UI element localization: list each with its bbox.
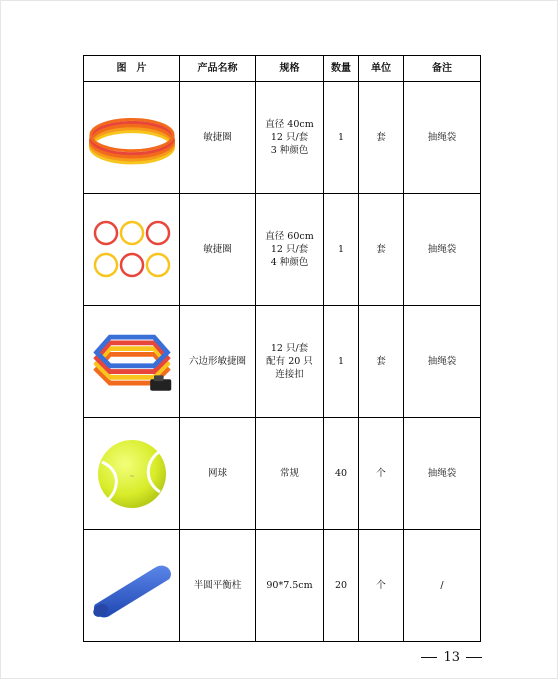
- quantity: 40: [324, 418, 359, 530]
- product-name: 网球: [180, 418, 256, 530]
- image-cell: [84, 82, 180, 194]
- spec-line: 4 种颜色: [270, 257, 309, 268]
- spec-line: 常规: [279, 468, 299, 479]
- tennis-ball-image: [87, 429, 177, 519]
- header-quantity: 数量: [324, 56, 359, 82]
- spec-line: 12 只/套: [270, 132, 309, 143]
- spec-line: 3 种颜色: [270, 145, 309, 156]
- header-spec: 规格: [256, 56, 324, 82]
- product-table: [83, 55, 481, 642]
- spec-line: 连接扣: [275, 369, 304, 380]
- spec-cell: [256, 418, 324, 530]
- spec-line: 12 只/套: [270, 244, 309, 255]
- spec-line: 直径 60cm: [265, 231, 314, 242]
- spec-cell: [256, 194, 324, 306]
- dash-right: [466, 657, 482, 658]
- product-name: 六边形敏捷圈: [180, 306, 256, 418]
- page-number-text: 13: [443, 650, 460, 665]
- spec-line: 直径 40cm: [265, 119, 314, 130]
- note: 抽绳袋: [404, 82, 481, 194]
- product-name: 敏捷圈: [180, 194, 256, 306]
- image-cell: [84, 194, 180, 306]
- quantity: 1: [324, 194, 359, 306]
- table-row: [84, 418, 481, 530]
- image-cell: [84, 418, 180, 530]
- dash-left: [421, 657, 437, 658]
- note: /: [404, 530, 481, 642]
- image-cell: [84, 530, 180, 642]
- unit: 套: [359, 306, 404, 418]
- spec-cell: [256, 306, 324, 418]
- page-number: [421, 650, 482, 665]
- table-row: [84, 82, 481, 194]
- product-name: 半圆平衡柱: [180, 530, 256, 642]
- foam-roller-image: [87, 541, 177, 631]
- header-unit: 单位: [359, 56, 404, 82]
- table-row: [84, 194, 481, 306]
- svg-text:~: ~: [128, 472, 135, 480]
- spec-line: 12 只/套: [270, 343, 309, 354]
- header-note: 备注: [404, 56, 481, 82]
- image-cell: [84, 306, 180, 418]
- quantity: 1: [324, 306, 359, 418]
- hexagon-rings-image: [87, 317, 177, 407]
- agility-rings-image: [87, 93, 177, 183]
- unit: 套: [359, 194, 404, 306]
- quantity: 1: [324, 82, 359, 194]
- table-row: [84, 530, 481, 642]
- note: 抽绳袋: [404, 306, 481, 418]
- product-name: 敏捷圈: [180, 82, 256, 194]
- quantity: 20: [324, 530, 359, 642]
- spec-cell: [256, 530, 324, 642]
- header-product-name: 产品名称: [180, 56, 256, 82]
- unit: 套: [359, 82, 404, 194]
- unit: 个: [359, 530, 404, 642]
- spec-cell: [256, 82, 324, 194]
- note: 抽绳袋: [404, 418, 481, 530]
- table-row: [84, 306, 481, 418]
- spec-line: 90*7.5cm: [266, 580, 313, 591]
- note: 抽绳袋: [404, 194, 481, 306]
- table-header-row: [84, 56, 481, 82]
- six-rings-image: [87, 205, 177, 295]
- spec-line: 配有 20 只: [266, 356, 313, 367]
- header-image: 图 片: [84, 56, 180, 82]
- unit: 个: [359, 418, 404, 530]
